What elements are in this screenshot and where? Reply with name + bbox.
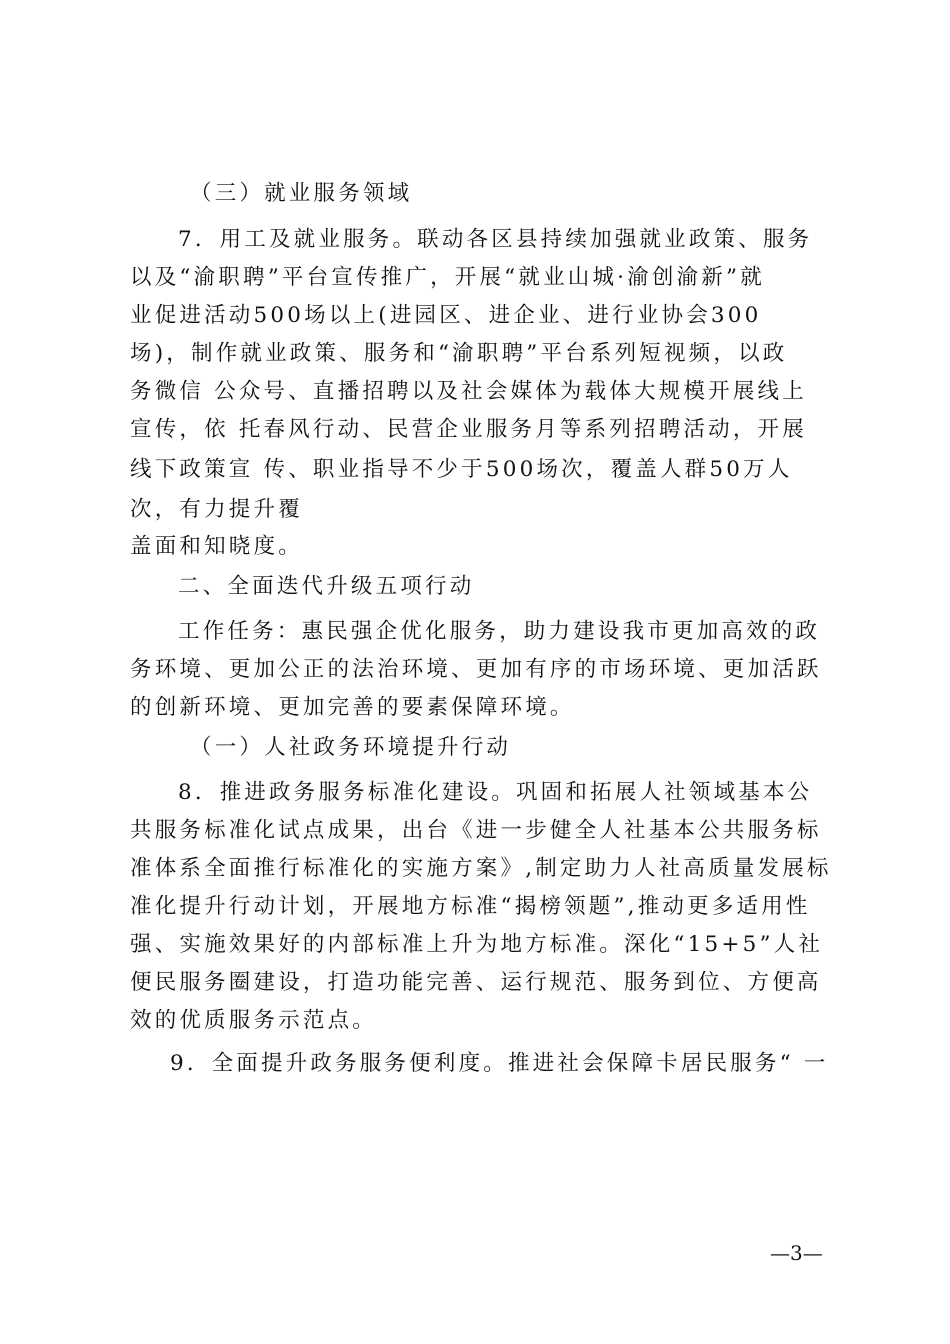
paragraph-line: 8．推进政务服务标准化建设。巩固和拓展人社领域基本公: [178, 780, 813, 805]
paragraph-line: 次，有力提升覆: [130, 497, 303, 522]
paragraph-line: 工作任务：惠民强企优化服务，助力建设我市更加高效的政: [178, 619, 821, 644]
paragraph-line: 准化提升行动计划，开展地方标准“揭榜领题”,推动更多适用性: [130, 894, 811, 919]
paragraph-line: 场)，制作就业政策、服务和“渝职聘”平台系列短视频，以政: [130, 341, 788, 366]
paragraph-line: 效的优质服务示范点。: [130, 1008, 378, 1033]
paragraph-line: 7．用工及就业服务。联动各区县持续加强就业政策、服务: [178, 227, 813, 252]
paragraph-line: 宣传，依 托春风行动、民营企业服务月等系列招聘活动，开展: [130, 417, 807, 442]
paragraph-line: 务环境、更加公正的法治环境、更加有序的市场环境、更加活跃: [130, 657, 822, 682]
paragraph-line: 便民服务圈建设，打造功能完善、运行规范、服务到位、方便高: [130, 970, 822, 995]
paragraph-line: 线下政策宣 传、职业指导不少于500场次，覆盖人群50万人: [130, 457, 793, 482]
paragraph-line: 业促进活动500场以上(进园区、进企业、进行业协会300: [130, 303, 762, 328]
paragraph-line: 准体系全面推行标准化的实施方案》,制定助力人社高质量发展标: [130, 856, 832, 881]
paragraph-line: 盖面和知晓度。: [130, 534, 303, 559]
section-heading-government-environment: （一）人社政务环境提升行动: [190, 735, 512, 760]
paragraph-line: 务微信 公众号、直播招聘以及社会媒体为载体大规模开展线上: [130, 379, 807, 404]
paragraph-line: 的创新环境、更加完善的要素保障环境。: [130, 695, 575, 720]
paragraph-line: 9．全面提升政务服务便利度。推进社会保障卡居民服务“ 一: [170, 1051, 829, 1076]
section-heading-employment-services: （三）就业服务领域: [190, 181, 413, 206]
paragraph-line: 以及“渝职聘”平台宣传推广，开展“就业山城·渝创渝新”就: [130, 265, 765, 290]
paragraph-line: 强、实施效果好的内部标准上升为地方标准。深化“15+5”人社: [130, 932, 824, 957]
page-number: —3—: [770, 1241, 823, 1265]
paragraph-line: 共服务标准化试点成果，出台《进一步健全人社基本公共服务标: [130, 818, 822, 843]
section-heading-five-actions: 二、全面迭代升级五项行动: [178, 574, 475, 599]
